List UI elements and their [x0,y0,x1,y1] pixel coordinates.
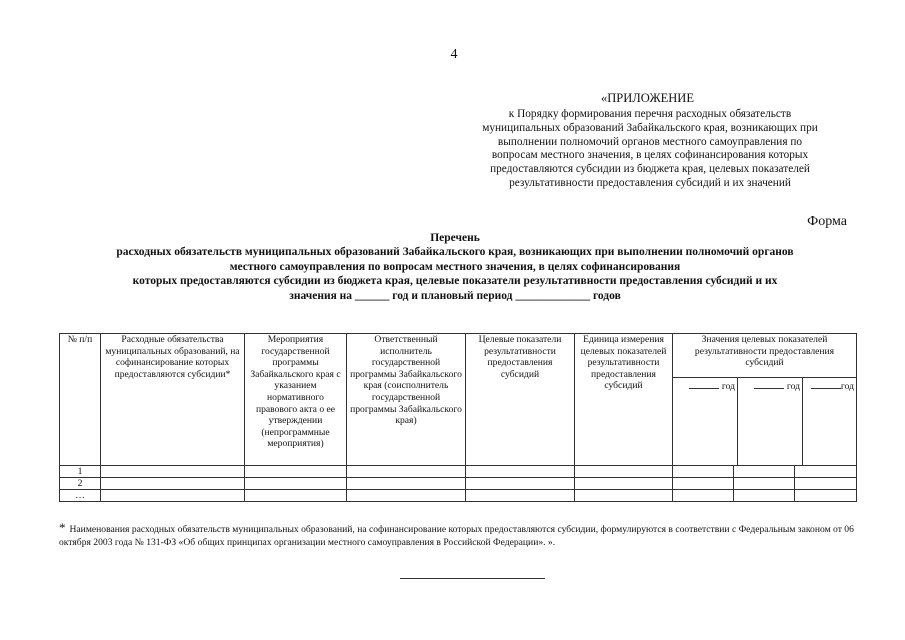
table-cell [734,478,795,490]
header-indicator-values [673,334,857,466]
table-cell [466,490,575,502]
obligations-table [59,333,857,502]
header-year-2: год [738,378,803,465]
table-cell [347,466,466,478]
appendix-line: результативности предоставления субсидий и их значений [509,176,791,189]
table-cell [673,490,734,502]
row-number: 1 [60,466,101,478]
appendix-line: предоставляются субсидии из бюджета края, целевых показателей [490,163,810,176]
page-number: 4 [450,47,458,62]
table-cell [466,478,575,490]
footnote-marker: * [59,520,66,535]
title-line: которых предоставляются субсидии из бюджета края, целевые показатели результативности предоставления субсидий и их [132,275,778,288]
table-cell [673,478,734,490]
table-cell [101,490,245,502]
appendix-heading: «ПРИЛОЖЕНИЕ [601,91,694,105]
table-cell [245,490,347,502]
footnote [59,521,869,549]
table-cell [673,466,734,478]
document-title [30,231,880,303]
title-line: местного самоуправления по вопросам местного значения, в целях софинансирования [229,260,681,273]
footnote-text: Наименования расходных обязательств муниципальных образований, на софинансирование которых предоставляются субсидии, формулируются в соответствии с Федеральным законом от 06 октября 2003 года № 131-ФЗ «Об общих принципах организации местного самоуправления в Российской Федерации». ». [59,524,854,548]
header-executor: Ответственный исполнитель государственной программы Забайкальского края (соисполнитель государственной программы Забайкальского края) [347,334,466,466]
table-cell [347,490,466,502]
table-cell [795,466,857,478]
header-number: № п/п [60,334,101,466]
title-line: Перечень [430,232,480,244]
header-obligations: Расходные обязательства муниципальных образований, на софинансирование которых предоставляются субсидии* [101,334,245,466]
table-cell [575,466,673,478]
table-row [60,490,857,502]
appendix-line: вопросам местного значения, в целях софинансирования которых [491,149,809,162]
table-row [60,478,857,490]
title-line: расходных обязательств муниципальных образований Забайкальского края, возникающих при выполнении полномочий органов [116,246,794,259]
header-unit: Единица измерения целевых показателей результативности предоставления субсидий [575,334,673,466]
appendix-line: к Порядку формирования перечня расходных обязательств [508,108,792,120]
table-cell [795,490,857,502]
appendix-line: выполнении полномочий органов местного самоуправления по [497,135,803,148]
table-cell [795,478,857,490]
table-cell [734,466,795,478]
table-cell [347,478,466,490]
header-year-3: год [803,378,856,465]
appendix-line: муниципальных образований Забайкальского края, возникающих при [482,121,818,134]
table-cell [575,478,673,490]
header-measures: Мероприятия государственной программы Забайкальского края с указанием нормативного правового акта о ее утверждении (непрограммные мероприятия) [245,334,347,466]
table-cell [245,478,347,490]
header-values-group: Значения целевых показателей результативности предоставления субсидий [673,334,856,378]
form-label: Форма [807,214,847,229]
row-number: … [60,490,101,502]
table-cell [245,466,347,478]
separator-line [400,578,545,579]
row-number: 2 [60,478,101,490]
table-cell [734,490,795,502]
table-row [60,466,857,478]
header-year-1: год [673,378,738,465]
table-cell [101,478,245,490]
table-cell [466,466,575,478]
table-cell [575,490,673,502]
table-cell [101,466,245,478]
header-indicators: Целевые показатели результативности предоставления субсидий [466,334,575,466]
title-line: значения на ______ год и плановый период _____________ годов [289,289,621,302]
